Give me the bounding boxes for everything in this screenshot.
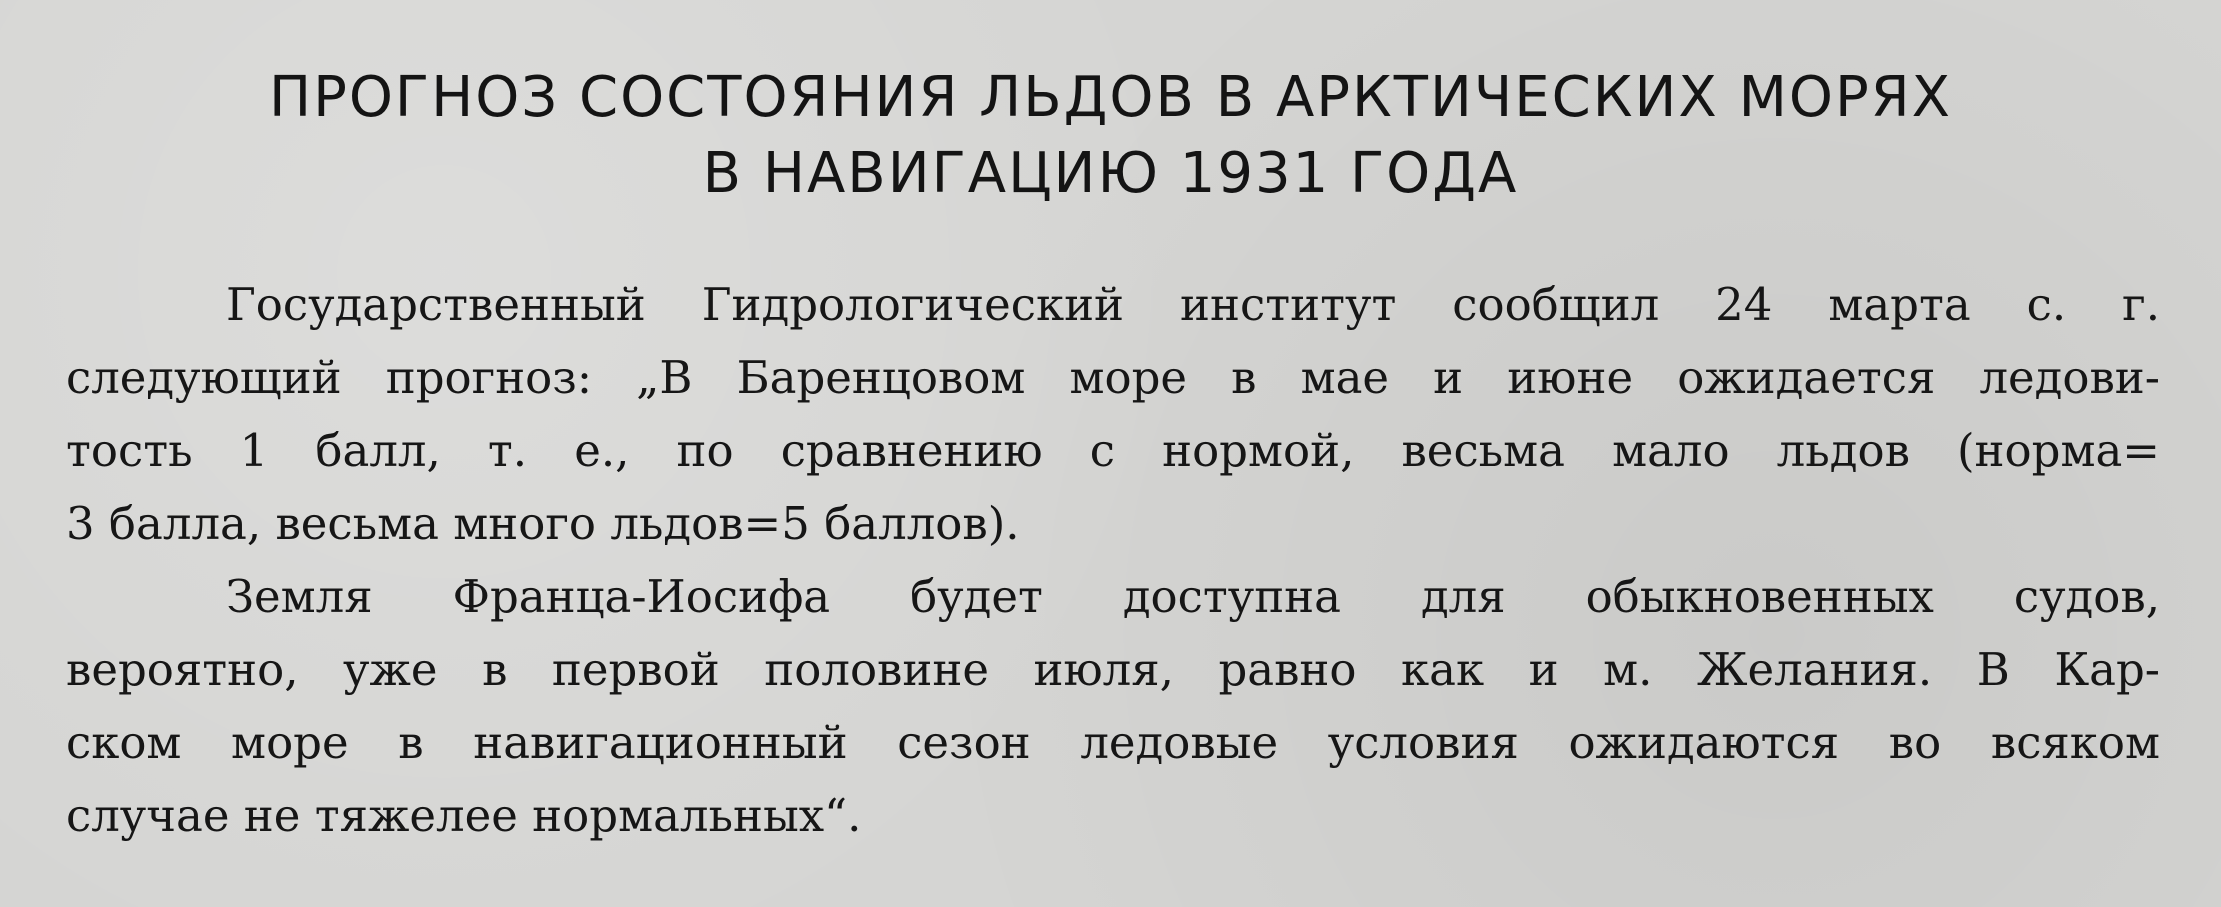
text-line: Государственный Гидрологический институт сообщил 24 марта с. г. (226, 278, 2160, 331)
document-title-line-1: ПРОГНОЗ СОСТОЯНИЯ ЛЬДОВ В АРКТИЧЕСКИХ МОРЯХ (268, 65, 1953, 130)
text-line: ском море в навигационный сезон ледовые условия ожидаются во всяком (66, 716, 2160, 769)
document-body (66, 268, 2160, 852)
text-line: случае не тяжелее нормальных“. (66, 789, 862, 842)
text-line: следующий прогноз: „В Баренцовом море в мае и июне ожидается ледови- (66, 351, 2160, 404)
text-line: Земля Франца-Иосифа будет доступна для обыкновенных судов, (226, 570, 2160, 623)
document-title-line-2: В НАВИГАЦИЮ 1931 ГОДА (702, 141, 1519, 206)
text-line: 3 балла, весьма много льдов=5 баллов). (66, 497, 1020, 550)
text-line: вероятно, уже в первой половине июля, равно как и м. Желания. В Кар- (66, 643, 2160, 696)
text-line: тость 1 балл, т. е., по сравнению с нормой, весьма мало льдов (норма= (66, 424, 2160, 477)
